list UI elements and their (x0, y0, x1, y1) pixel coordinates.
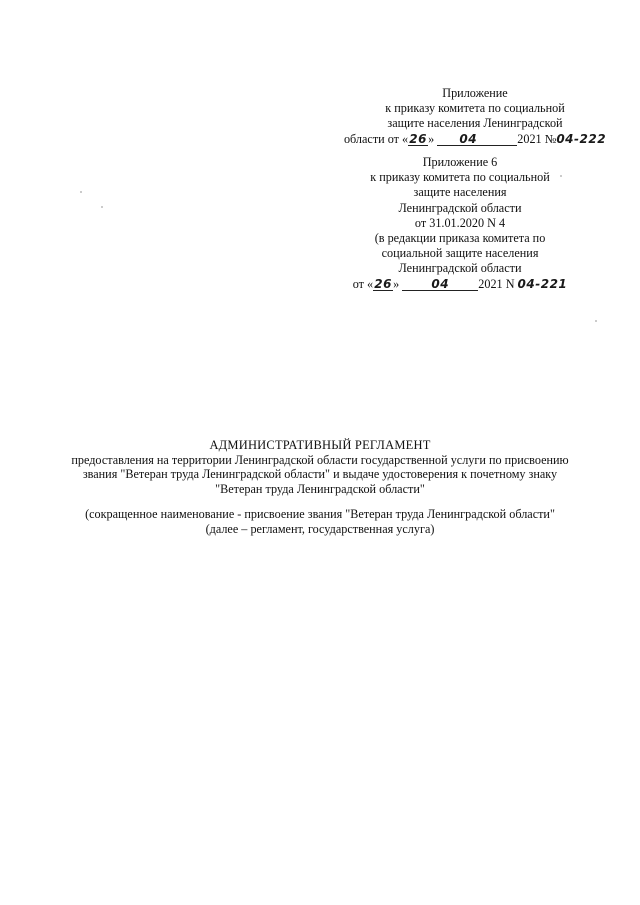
short-name-note (0, 507, 640, 536)
handwritten-day: 26 (374, 276, 392, 291)
note-line: (сокращенное наименование - присвоение звания "Ветеран труда Ленинградской области" (85, 507, 555, 521)
subtitle-line: предоставления на территории Ленинградской области государственной услуги по присвоению (71, 452, 569, 467)
scan-speck (80, 191, 82, 193)
appendix6-line: Ленинградской области (398, 200, 522, 215)
date-year-text: 2021 № (517, 131, 557, 146)
date-year-text: 2021 N (478, 276, 515, 291)
appendix6-date-line (340, 277, 580, 292)
appendix-date-line (340, 132, 610, 147)
appendix6-line: защите населения (413, 185, 507, 200)
appendix-line: к приказу комитета по социальной (385, 101, 565, 116)
appendix6-line: Приложение 6 (422, 155, 498, 169)
scan-speck (595, 320, 597, 322)
handwritten-number: 04-221 (517, 276, 568, 291)
appendix6-line: к приказу комитета по социальной (370, 170, 550, 185)
appendix-line: защите населения Ленинградской (387, 116, 563, 131)
date-prefix: от (352, 276, 368, 291)
subtitle-line: звания "Ветеран труда Ленинградской области" и выдаче удостоверения к почетному знаку (82, 467, 558, 481)
scan-speck (560, 175, 562, 177)
appendix-line: Приложение (442, 86, 508, 100)
regulation-title-block (0, 438, 640, 496)
handwritten-month: 04 (402, 278, 478, 291)
appendix6-line: Ленинградской области (398, 261, 522, 276)
document-title: АДМИНИСТРАТИВНЫЙ РЕГЛАМЕНТ (209, 438, 431, 452)
quote-close: » (428, 131, 435, 146)
appendix-6-header (340, 155, 580, 292)
note-line: (далее – регламент, государственная услуга) (205, 521, 435, 536)
quote-open: « (402, 131, 409, 146)
quote-close: » (393, 276, 400, 291)
scan-speck (101, 206, 103, 208)
quote-open: « (367, 276, 374, 291)
handwritten-day: 26 (409, 131, 427, 146)
appendix6-line: от 31.01.2020 N 4 (414, 215, 506, 230)
date-prefix: области от (343, 131, 403, 146)
appendix6-line: социальной защите населения (381, 246, 539, 261)
handwritten-month: 04 (437, 133, 499, 146)
subtitle-line: "Ветеран труда Ленинградской области" (215, 481, 425, 496)
handwritten-number: 04-222 (556, 131, 607, 146)
appendix6-line: (в редакции приказа комитета по (374, 231, 546, 246)
appendix-header (340, 86, 610, 147)
